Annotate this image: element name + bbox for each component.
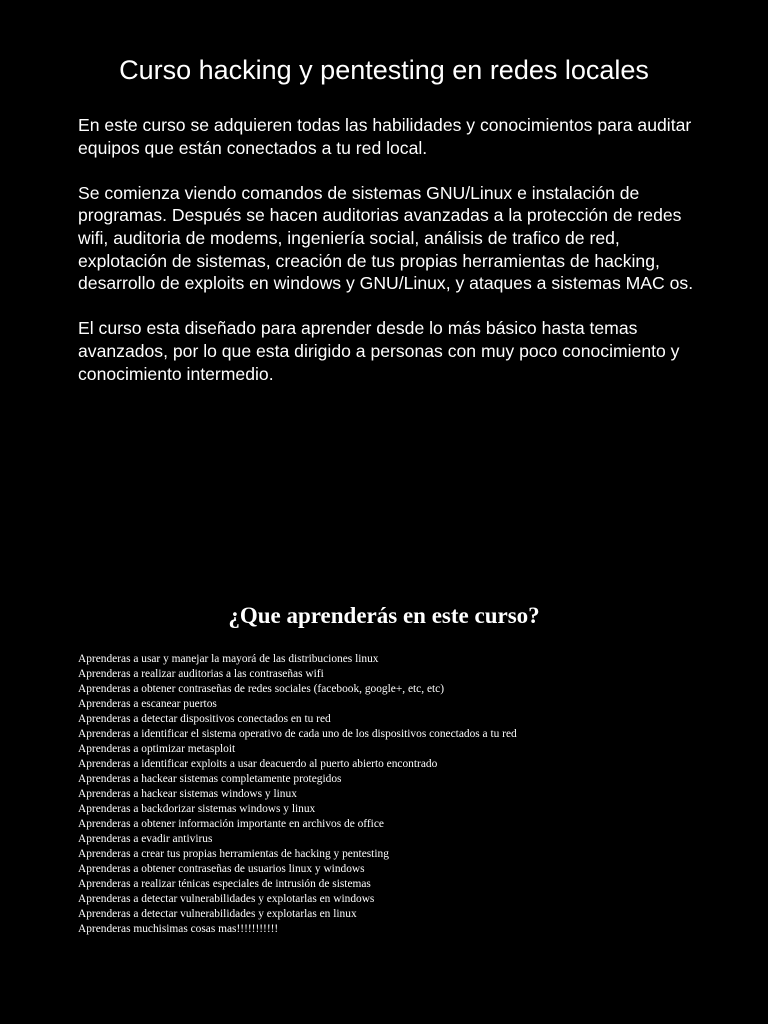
list-item: Aprenderas muchisimas cosas mas!!!!!!!!!!! [78, 923, 279, 935]
list-item: Aprenderas a crear tus propias herramientas de hacking y pentesting [78, 848, 389, 860]
intro-paragraph: En este curso se adquieren todas las habilidades y conocimientos para auditar equipos que están conectados a tu red local. [78, 115, 692, 158]
list-item: Aprenderas a evadir antivirus [78, 833, 213, 845]
intro-paragraph: El curso esta diseñado para aprender desde lo más básico hasta temas avanzados, por lo que esta dirigido a personas con muy poco conocimiento y conocimiento intermedio. [78, 318, 680, 384]
intro-paragraph: Se comienza viendo comandos de sistemas GNU/Linux e instalación de programas. Después se hacen auditorias avanzadas a la protección de redes wifi, auditoria de modems, ingeniería social, análisis de trafico de red, explotación de sistemas, creación de tus propias herramientas de hacking, desarrollo de exploits en windows y GNU/Linux, y ataques a sistemas MAC os. [78, 182, 694, 294]
list-item: Aprenderas a realizar ténicas especiales de intrusión de sistemas [78, 878, 371, 890]
list-item: Aprenderas a usar y manejar la mayorá de las distribuciones linux [78, 653, 379, 665]
list-item: Aprenderas a hackear sistemas windows y linux [78, 788, 297, 800]
list-item: Aprenderas a backdorizar sistemas windows y linux [78, 803, 316, 815]
list-item: Aprenderas a obtener contraseñas de redes sociales (facebook, google+, etc, etc) [78, 683, 445, 695]
list-item: Aprenderas a optimizar metasploit [78, 743, 236, 755]
list-item: Aprenderas a detectar vulnerabilidades y explotarlas en linux [78, 908, 357, 920]
list-item: Aprenderas a identificar el sistema operativo de cada uno de los dispositivos conectados a tu red [78, 728, 517, 740]
list-item: Aprenderas a identificar exploits a usar deacuerdo al puerto abierto encontrado [78, 758, 438, 770]
list-item: Aprenderas a detectar vulnerabilidades y explotarlas en windows [78, 893, 375, 905]
list-item: Aprenderas a realizar auditorias a las contraseñas wifi [78, 668, 324, 680]
list-item: Aprenderas a obtener información importante en archivos de office [78, 818, 384, 830]
list-item: Aprenderas a detectar dispositivos conectados en tu red [78, 713, 331, 725]
list-item: Aprenderas a obtener contraseñas de usuarios linux y windows [78, 863, 365, 875]
course-description [78, 114, 698, 408]
learn-heading: ¿Que aprenderás en este curso? [228, 603, 540, 628]
learn-list [78, 652, 517, 937]
page-title: Curso hacking y pentesting en redes locales [119, 55, 649, 85]
list-item: Aprenderas a hackear sistemas completamente protegidos [78, 773, 342, 785]
list-item: Aprenderas a escanear puertos [78, 698, 217, 710]
